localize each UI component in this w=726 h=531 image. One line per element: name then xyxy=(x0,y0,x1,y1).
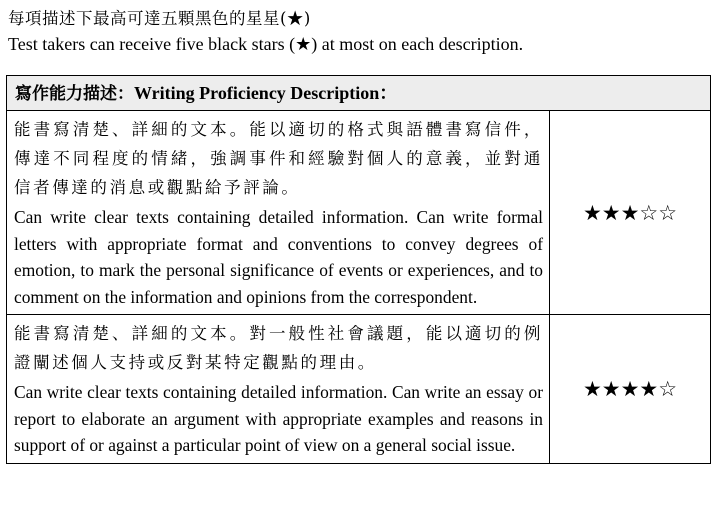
table-header-english: Writing Proficiency Description： xyxy=(134,83,398,103)
table-row xyxy=(7,315,711,464)
table-header-cell xyxy=(7,76,711,111)
rating-cell xyxy=(550,315,711,464)
rating-cell xyxy=(550,111,711,315)
description-cell xyxy=(7,315,550,464)
description-english: Can write clear texts containing detailed information. Can write an essay or report to elaborate an argument with appropriate examples and reasons in support of or against a particular point of view on a general social issue. xyxy=(14,382,543,455)
table-header-title xyxy=(7,76,710,108)
description-cell xyxy=(7,111,550,315)
description-chinese: 能書寫清楚、詳細的文本。對一般性社會議題，能以適切的例證闡述個人支持或反對某特定觀點的理由。 xyxy=(14,324,543,372)
intro-chinese-text: 每項描述下最高可達五顆黑色的星星(★) xyxy=(8,9,311,28)
intro xyxy=(8,7,718,57)
description-english: Can write clear texts containing detailed information. Can write formal letters with appropriate format and conventions to convey degrees of emotion, to mark the personal significance of events or experiences, and to comment on the information and opinions from the correspondent. xyxy=(14,207,543,307)
star-rating: ★★★☆☆ xyxy=(582,200,678,225)
description-chinese: 能書寫清楚、詳細的文本。能以適切的格式與語體書寫信件，傳達不同程度的情緒，強調事件和經驗對個人的意義，並對通信者傳達的消息或觀點給予評論。 xyxy=(14,120,543,197)
table-header-chinese: 寫作能力描述： xyxy=(15,84,134,104)
star-rating: ★★★★☆ xyxy=(582,376,678,401)
table-header-row xyxy=(7,76,711,111)
proficiency-table xyxy=(6,75,711,464)
table-row xyxy=(7,111,711,315)
intro-english-text: Test takers can receive five black stars (★) at most on each description. xyxy=(8,34,524,54)
